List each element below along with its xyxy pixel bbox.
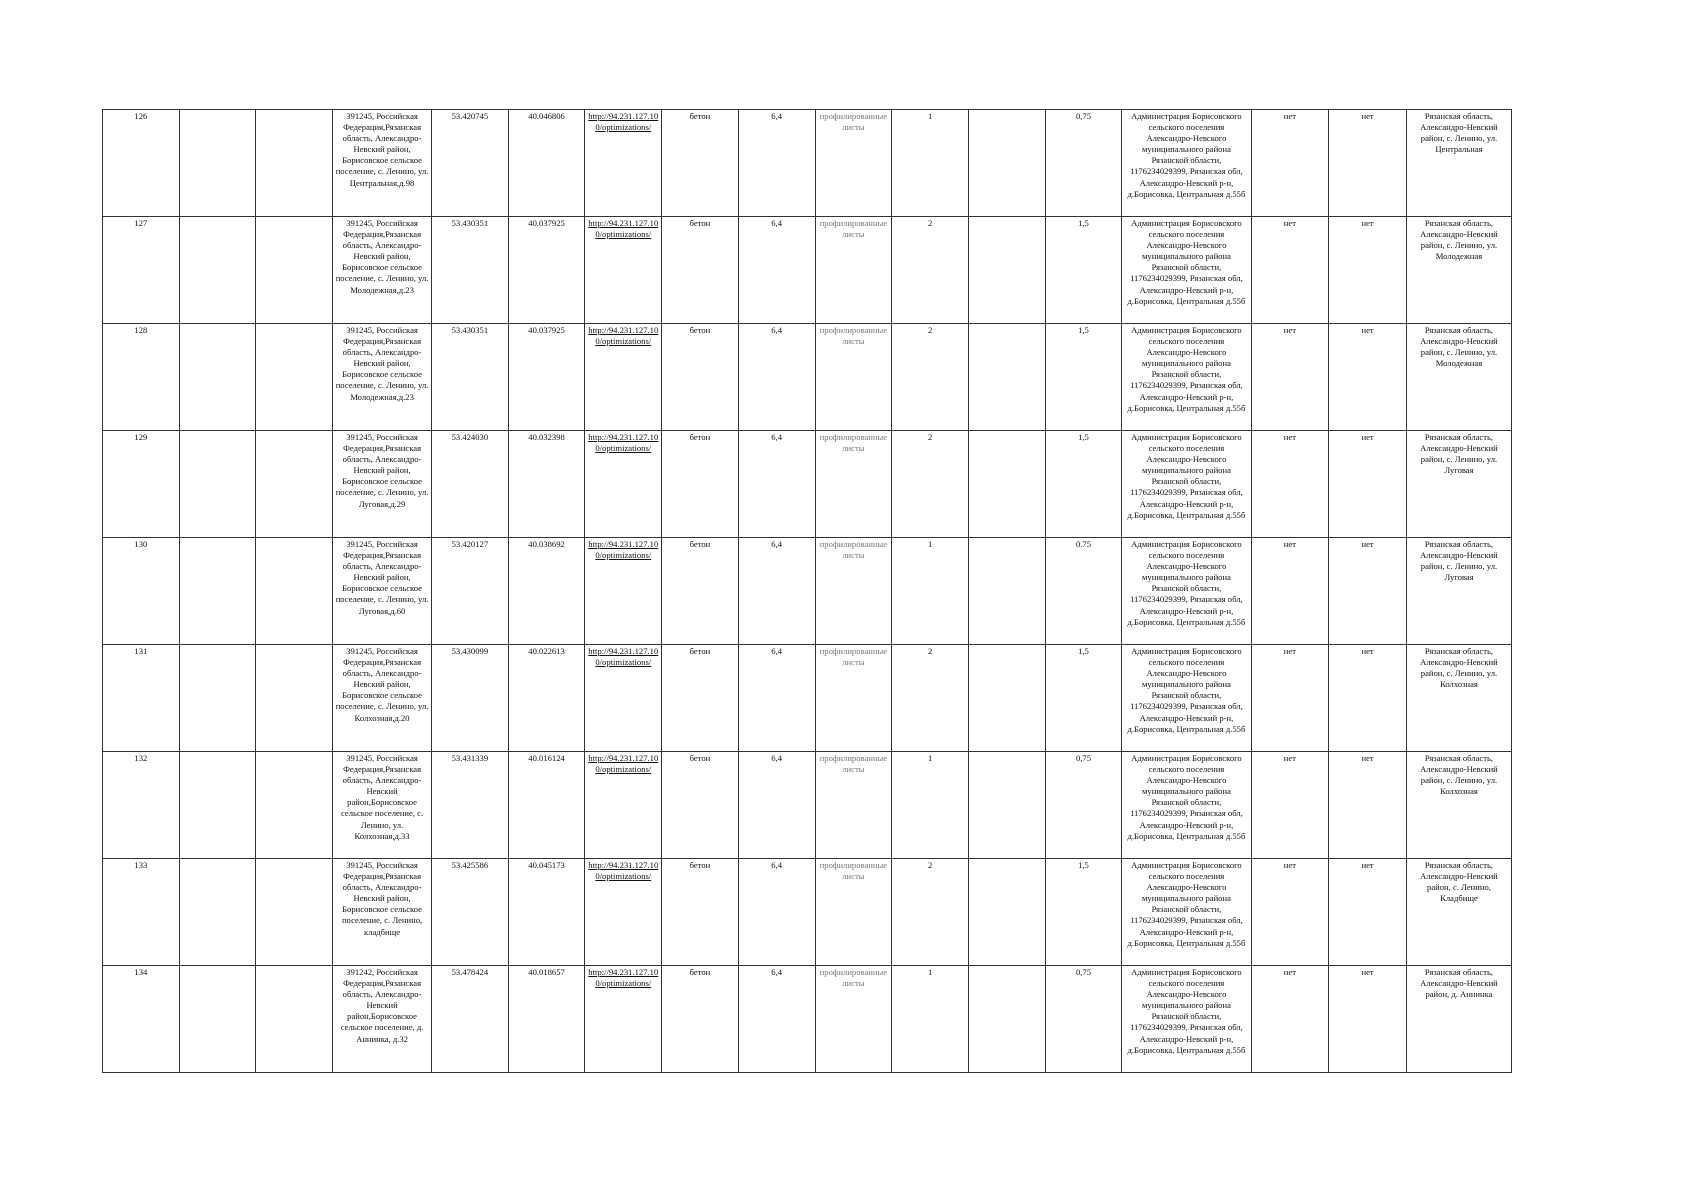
container-count-cell: 2 [892,324,969,431]
table-row [103,859,1512,966]
owner-cell: Администрация Борисовского сельского поселения Александро-Невского муниципального района Рязанской области, 1176234029399, Рязанская обл, Александро-Невский р-н, д.Борисовка, Центральная д.55б [1122,217,1251,324]
latitude-cell: 53.425586 [432,859,509,966]
area-cell: 6,4 [738,431,815,538]
owner-cell: Администрация Борисовского сельского поселения Александро-Невского муниципального района Рязанской области, 1176234029399, Рязанская обл, Александро-Невский р-н, д.Борисовка, Центральная д.55б [1122,324,1251,431]
empty-cell [179,645,256,752]
surface-cell: бетон [662,645,739,752]
empty-cell [256,217,333,324]
address-cell: 391245, Российская Федерация,Рязанская область, Александро-Невский район, Борисовское сельское поселение, с. Ленино, ул. Луговая,д.60 [333,538,432,645]
empty-cell [179,966,256,1073]
flag-cell: нет [1329,431,1407,538]
latitude-cell: 53.420127 [432,538,509,645]
container-count-cell: 2 [892,859,969,966]
volume-cell: 0.75 [1045,538,1122,645]
flag-cell: нет [1329,645,1407,752]
owner-cell: Администрация Борисовского сельского поселения Александро-Невского муниципального района Рязанской области, 1176234029399, Рязанская обл, Александро-Невский р-н, д.Борисовка, Центральная д.55б [1122,966,1251,1073]
fence-cell: профилированные листы [815,110,892,217]
flag-cell: нет [1329,538,1407,645]
flag-cell: нет [1251,859,1329,966]
fence-cell: профилированные листы [815,859,892,966]
map-link-cell[interactable]: http://94.231.127.10 0/optimizations/ [585,431,662,538]
surface-cell: бетон [662,752,739,859]
container-count-cell: 1 [892,966,969,1073]
container-count-cell: 1 [892,752,969,859]
empty-cell [968,217,1045,324]
area-cell: 6,4 [738,645,815,752]
row-number-cell: 132 [103,752,180,859]
address-cell: 391245, Российская Федерация,Рязанская область, Александро-Невский район, Борисовское сельское поселение, с. Ленино, кладбище [333,859,432,966]
served-area-cell: Рязанская область, Александро-Невский район, с. Ленино, ул. Колхозная [1406,645,1511,752]
empty-cell [179,110,256,217]
latitude-cell: 53.430351 [432,217,509,324]
volume-cell: 1,5 [1045,324,1122,431]
map-link-cell[interactable]: http://94.231.127.10 0/optimizations/ [585,217,662,324]
empty-cell [256,324,333,431]
table-row [103,752,1512,859]
latitude-cell: 53.430099 [432,645,509,752]
surface-cell: бетон [662,217,739,324]
address-cell: 391245, Российская Федерация,Рязанская область, Александро-Невский район, Борисовское сельское поселение, с. Ленино, ул. Луговая,д.29 [333,431,432,538]
flag-cell: нет [1329,966,1407,1073]
container-count-cell: 2 [892,217,969,324]
flag-cell: нет [1329,752,1407,859]
flag-cell: нет [1251,431,1329,538]
map-link-cell[interactable]: http://94.231.127.10 0/optimizations/ [585,859,662,966]
empty-cell [968,431,1045,538]
map-link-cell[interactable]: http://94.231.127.10 0/optimizations/ [585,324,662,431]
served-area-cell: Рязанская область, Александро-Невский район, с. Ленино, ул. Луговая [1406,431,1511,538]
longitude-cell: 40.038692 [508,538,585,645]
empty-cell [179,431,256,538]
longitude-cell: 40.018657 [508,966,585,1073]
volume-cell: 1,5 [1045,645,1122,752]
flag-cell: нет [1251,752,1329,859]
served-area-cell: Рязанская область, Александро-Невский район, с. Ленино, ул. Центральная [1406,110,1511,217]
container-count-cell: 1 [892,538,969,645]
empty-cell [256,752,333,859]
row-number-cell: 134 [103,966,180,1073]
flag-cell: нет [1251,110,1329,217]
longitude-cell: 40.032398 [508,431,585,538]
empty-cell [968,752,1045,859]
area-cell: 6,4 [738,217,815,324]
table-row [103,110,1512,217]
surface-cell: бетон [662,324,739,431]
owner-cell: Администрация Борисовского сельского поселения Александро-Невского муниципального района Рязанской области, 1176234029399, Рязанская обл, Александро-Невский р-н, д.Борисовка, Центральная д.55б [1122,538,1251,645]
empty-cell [968,538,1045,645]
container-sites-table [102,109,1512,1073]
empty-cell [179,859,256,966]
longitude-cell: 40.037925 [508,324,585,431]
row-number-cell: 130 [103,538,180,645]
address-cell: 391242, Российская Федерация,Рязанская область, Александро-Невский район,Борисовское сельское поселение, д. Аннинка, д.32 [333,966,432,1073]
map-link-cell[interactable]: http://94.231.127.10 0/optimizations/ [585,966,662,1073]
latitude-cell: 53.420745 [432,110,509,217]
row-number-cell: 131 [103,645,180,752]
flag-cell: нет [1251,217,1329,324]
served-area-cell: Рязанская область, Александро-Невский район, с. Ленино, Кладбище [1406,859,1511,966]
served-area-cell: Рязанская область, Александро-Невский район, с. Ленино, ул. Луговая [1406,538,1511,645]
empty-cell [179,538,256,645]
flag-cell: нет [1251,966,1329,1073]
map-link-cell[interactable]: http://94.231.127.10 0/optimizations/ [585,538,662,645]
longitude-cell: 40.045173 [508,859,585,966]
flag-cell: нет [1251,645,1329,752]
empty-cell [256,645,333,752]
container-count-cell: 2 [892,645,969,752]
volume-cell: 0,75 [1045,752,1122,859]
row-number-cell: 129 [103,431,180,538]
surface-cell: бетон [662,538,739,645]
area-cell: 6,4 [738,752,815,859]
empty-cell [256,431,333,538]
flag-cell: нет [1251,538,1329,645]
address-cell: 391245, Российская Федерация,Рязанская область, Александро-Невский район, Борисовское сельское поселение, с. Ленино, ул. Колхозная,д.20 [333,645,432,752]
address-cell: 391245, Российская Федерация,Рязанская область, Александро-Невский район, Борисовское сельское поселение, с. Ленино, ул. Центральная,д.98 [333,110,432,217]
row-number-cell: 133 [103,859,180,966]
surface-cell: бетон [662,110,739,217]
fence-cell: профилированные листы [815,752,892,859]
latitude-cell: 53.430351 [432,324,509,431]
owner-cell: Администрация Борисовского сельского поселения Александро-Невского муниципального района Рязанской области, 1176234029399, Рязанская обл, Александро-Невский р-н, д.Борисовка, Центральная д.55б [1122,110,1251,217]
longitude-cell: 40.046806 [508,110,585,217]
table-body [103,110,1512,1073]
empty-cell [968,110,1045,217]
area-cell: 6,4 [738,110,815,217]
owner-cell: Администрация Борисовского сельского поселения Александро-Невского муниципального района Рязанской области, 1176234029399, Рязанская обл, Александро-Невский р-н, д.Борисовка, Центральная д.55б [1122,431,1251,538]
area-cell: 6,4 [738,859,815,966]
fence-cell: профилированные листы [815,431,892,538]
served-area-cell: Рязанская область, Александро-Невский район, д. Аннинка [1406,966,1511,1073]
volume-cell: 0,75 [1045,966,1122,1073]
empty-cell [256,859,333,966]
flag-cell: нет [1251,324,1329,431]
surface-cell: бетон [662,966,739,1073]
map-link-cell[interactable]: http://94.231.127.10 0/optimizations/ [585,752,662,859]
table-row [103,431,1512,538]
container-count-cell: 2 [892,431,969,538]
row-number-cell: 126 [103,110,180,217]
longitude-cell: 40.016124 [508,752,585,859]
latitude-cell: 53.431339 [432,752,509,859]
area-cell: 6,4 [738,324,815,431]
empty-cell [256,110,333,217]
row-number-cell: 127 [103,217,180,324]
table-row [103,966,1512,1073]
table-row [103,324,1512,431]
longitude-cell: 40.022613 [508,645,585,752]
address-cell: 391245, Российская Федерация,Рязанская область, Александро-Невский район, Борисовское сельское поселение, с. Ленино, ул. Молодежная,д.23 [333,217,432,324]
row-number-cell: 128 [103,324,180,431]
empty-cell [179,752,256,859]
volume-cell: 1,5 [1045,217,1122,324]
flag-cell: нет [1329,217,1407,324]
table-row [103,217,1512,324]
empty-cell [968,324,1045,431]
surface-cell: бетон [662,431,739,538]
empty-cell [179,324,256,431]
fence-cell: профилированные листы [815,324,892,431]
map-link-cell[interactable]: http://94.231.127.10 0/optimizations/ [585,645,662,752]
empty-cell [256,538,333,645]
served-area-cell: Рязанская область, Александро-Невский район, с. Ленино, ул. Колхозная [1406,752,1511,859]
served-area-cell: Рязанская область, Александро-Невский район, с. Ленино, ул. Молодежная [1406,324,1511,431]
fence-cell: профилированные листы [815,966,892,1073]
volume-cell: 1,5 [1045,431,1122,538]
empty-cell [968,645,1045,752]
container-count-cell: 1 [892,110,969,217]
volume-cell: 1,5 [1045,859,1122,966]
latitude-cell: 53.424030 [432,431,509,538]
address-cell: 391245, Российская Федерация,Рязанская область, Александро-Невский район,Борисовское сельское поселение, с. Ленино, ул. Колхозная,д.33 [333,752,432,859]
table-row [103,538,1512,645]
owner-cell: Администрация Борисовского сельского поселения Александро-Невского муниципального района Рязанской области, 1176234029399, Рязанская обл, Александро-Невский р-н, д.Борисовка, Центральная д.55б [1122,645,1251,752]
empty-cell [968,966,1045,1073]
served-area-cell: Рязанская область, Александро-Невский район, с. Ленино, ул. Молодежная [1406,217,1511,324]
longitude-cell: 40.037925 [508,217,585,324]
map-link-cell[interactable]: http://94.231.127.10 0/optimizations/ [585,110,662,217]
address-cell: 391245, Российская Федерация,Рязанская область, Александро-Невский район, Борисовское сельское поселение, с. Ленино, ул. Молодежная,д.23 [333,324,432,431]
volume-cell: 0,75 [1045,110,1122,217]
empty-cell [968,859,1045,966]
owner-cell: Администрация Борисовского сельского поселения Александро-Невского муниципального района Рязанской области, 1176234029399, Рязанская обл, Александро-Невский р-н, д.Борисовка, Центральная д.55б [1122,752,1251,859]
empty-cell [256,966,333,1073]
flag-cell: нет [1329,859,1407,966]
table-row [103,645,1512,752]
surface-cell: бетон [662,859,739,966]
area-cell: 6,4 [738,966,815,1073]
latitude-cell: 53.478424 [432,966,509,1073]
area-cell: 6,4 [738,538,815,645]
fence-cell: профилированные листы [815,217,892,324]
flag-cell: нет [1329,324,1407,431]
fence-cell: профилированные листы [815,538,892,645]
empty-cell [179,217,256,324]
owner-cell: Администрация Борисовского сельского поселения Александро-Невского муниципального района Рязанской области, 1176234029399, Рязанская обл, Александро-Невский р-н, д.Борисовка, Центральная д.55б [1122,859,1251,966]
flag-cell: нет [1329,110,1407,217]
fence-cell: профилированные листы [815,645,892,752]
